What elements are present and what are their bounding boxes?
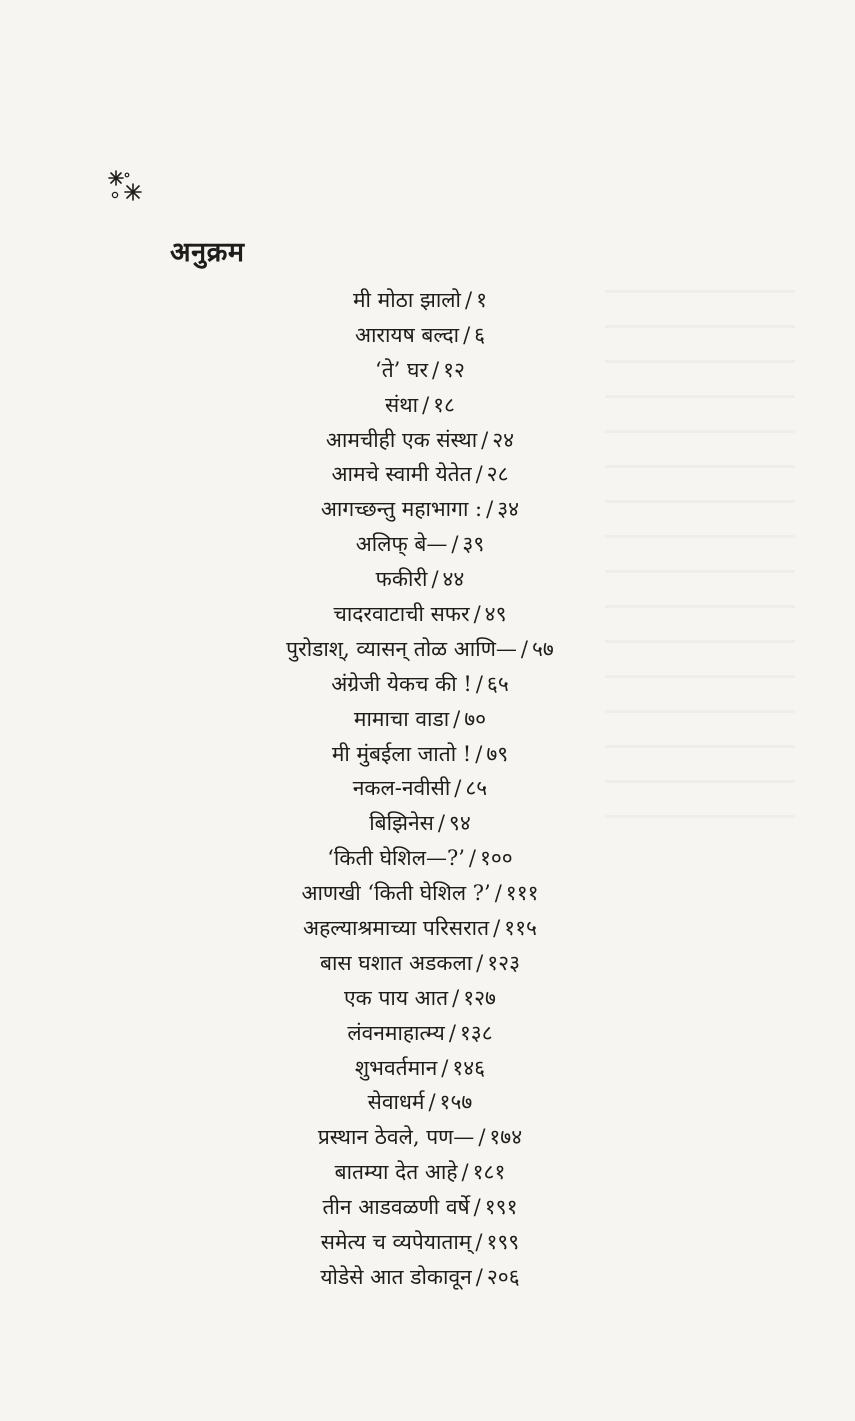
- toc-entry-title: मी मुंबईला जातो !: [331, 741, 472, 766]
- toc-entry-title: आरायष बल्दा: [354, 322, 460, 347]
- toc-entry-page: १८१: [472, 1160, 506, 1185]
- table-of-contents: [160, 283, 680, 1295]
- toc-entry-page: ३९: [462, 532, 485, 557]
- toc-entry: [160, 562, 680, 597]
- toc-separator: /: [448, 1020, 456, 1045]
- toc-entry-page: ८५: [465, 776, 488, 801]
- toc-separator: /: [431, 567, 439, 592]
- toc-entry-page: १७४: [489, 1125, 523, 1150]
- toc-separator: /: [520, 636, 528, 661]
- toc-entry-title: फकीरी: [375, 567, 428, 592]
- toc-entry-page: १: [476, 288, 487, 312]
- toc-entry-page: १२३: [487, 950, 520, 975]
- toc-entry-title: अंग्रेजी येकच की !: [331, 671, 472, 696]
- toc-entry-title: आगच्छन्तु महाभागा :: [320, 497, 483, 522]
- toc-entry-page: ६५: [486, 671, 509, 696]
- toc-entry-title: बिझिनेस: [369, 811, 434, 836]
- toc-entry: [160, 1190, 680, 1225]
- toc-separator: /: [454, 776, 462, 801]
- toc-entry-title: अलिफ् बे—: [355, 532, 448, 557]
- toc-separator: /: [473, 1195, 481, 1220]
- toc-separator: /: [478, 1125, 486, 1150]
- toc-separator: /: [432, 357, 440, 382]
- toc-entry-title: शुभवर्तमान: [354, 1055, 438, 1080]
- toc-entry: [160, 771, 680, 806]
- toc-separator: /: [452, 985, 460, 1010]
- toc-entry: [160, 527, 680, 562]
- toc-separator: /: [475, 1230, 483, 1255]
- toc-entry-page: १२: [443, 357, 465, 382]
- toc-entry-page: ४९: [484, 602, 507, 627]
- toc-entry: [160, 841, 680, 876]
- toc-entry-title: एक पाय आत: [344, 985, 449, 1010]
- toc-separator: /: [463, 322, 471, 347]
- toc-entry: [160, 388, 680, 423]
- toc-entry-page: १११: [505, 881, 539, 906]
- toc-separator: /: [441, 1055, 449, 1080]
- toc-separator: /: [475, 462, 483, 487]
- toc-entry-title: ‘किती घेशिल—?’: [327, 846, 465, 871]
- toc-entry: [160, 1260, 680, 1295]
- toc-entry-page: ६: [474, 322, 486, 347]
- toc-entry: [160, 1120, 680, 1155]
- toc-entry-title: मी मोठा झालो: [353, 288, 461, 312]
- toc-separator: /: [473, 602, 481, 627]
- toc-separator: /: [468, 846, 476, 871]
- toc-entry-page: २८: [486, 462, 509, 487]
- toc-entry-title: संथा: [385, 392, 419, 417]
- toc-entry-title: चादरवाटाची सफर: [333, 602, 470, 627]
- toc-separator: /: [486, 497, 494, 522]
- toc-entry: [160, 737, 680, 772]
- toc-entry-page: ९४: [448, 811, 471, 836]
- toc-entry-page: ४४: [442, 567, 465, 592]
- toc-entry-title: अहल्याश्रमाच्या परिसरात: [303, 916, 490, 941]
- toc-entry: [160, 283, 680, 318]
- toc-separator: /: [481, 427, 489, 452]
- toc-entry: [160, 946, 680, 981]
- toc-entry: [160, 1085, 680, 1120]
- toc-separator: /: [493, 916, 501, 941]
- toc-entry-title: आमचीही एक संस्था: [325, 427, 478, 452]
- toc-heading: अनुक्रम: [170, 237, 245, 268]
- toc-entry: [160, 981, 680, 1016]
- toc-entry-title: प्रस्थान ठेवले, पण—: [317, 1125, 475, 1150]
- toc-separator: /: [453, 706, 461, 731]
- toc-entry-title: बास घशात अडकला: [319, 950, 473, 975]
- toc-entry: [160, 353, 680, 388]
- toc-entry-page: २०६: [486, 1264, 520, 1289]
- toc-entry-page: ३४: [497, 497, 520, 522]
- toc-separator: /: [475, 671, 483, 696]
- toc-entry-title: आमचे स्वामी येतेत: [331, 462, 472, 487]
- toc-separator: /: [464, 288, 473, 312]
- toc-separator: /: [428, 1090, 436, 1115]
- toc-entry: [160, 876, 680, 911]
- toc-entry-page: १९१: [484, 1195, 518, 1220]
- toc-entry-title: तीन आडवळणी वर्षे: [322, 1195, 470, 1220]
- toc-entry: [160, 667, 680, 702]
- toc-separator: /: [476, 950, 484, 975]
- toc-separator: /: [461, 1160, 469, 1185]
- toc-entry-page: १८: [433, 392, 455, 417]
- toc-entry-page: ५७: [531, 636, 554, 661]
- toc-entry-page: १९९: [486, 1230, 520, 1255]
- toc-entry-title: आणखी ‘किती घेशिल ?’: [301, 881, 491, 906]
- toc-entry: [160, 457, 680, 492]
- toc-entry-page: १००: [479, 846, 513, 871]
- toc-entry: [160, 1155, 680, 1190]
- toc-entry-page: १५७: [439, 1090, 473, 1115]
- toc-entry: [160, 597, 680, 632]
- toc-entry: [160, 423, 680, 458]
- toc-separator: /: [494, 881, 502, 906]
- toc-entry-page: ७९: [486, 741, 509, 766]
- toc-entry: [160, 632, 680, 667]
- toc-entry-title: योडेसे आत डोकावून: [320, 1264, 472, 1289]
- toc-entry-page: १२७: [463, 985, 496, 1010]
- toc-entry: [160, 806, 680, 841]
- toc-entry: [160, 318, 680, 353]
- toc-entry-page: २४: [492, 427, 515, 452]
- toc-entry-page: ११५: [504, 916, 537, 941]
- toc-entry: [160, 1016, 680, 1051]
- toc-entry-page: १३८: [459, 1020, 493, 1045]
- asterism-icon: [106, 168, 146, 204]
- toc-entry: [160, 492, 680, 527]
- toc-entry-page: १४६: [452, 1055, 486, 1080]
- toc-separator: /: [422, 392, 430, 417]
- toc-entry-title: मामाचा वाडा: [353, 706, 450, 731]
- toc-entry: [160, 702, 680, 737]
- toc-separator: /: [475, 741, 483, 766]
- toc-entry-title: लंवनमाहात्म्य: [347, 1020, 445, 1045]
- toc-entry: [160, 1225, 680, 1260]
- toc-entry-title: नकल-नवीसी: [352, 776, 451, 801]
- toc-entry: [160, 1051, 680, 1086]
- toc-entry-title: सेवाधर्म: [367, 1090, 425, 1115]
- toc-separator: /: [475, 1264, 483, 1289]
- toc-separator: /: [451, 532, 459, 557]
- toc-entry-title: बातम्या देत आहे: [334, 1160, 458, 1185]
- toc-separator: /: [437, 811, 445, 836]
- toc-entry-title: समेत्य च व्यपेयाताम्: [320, 1230, 472, 1255]
- toc-entry-page: ७०: [464, 706, 487, 731]
- toc-entry: [160, 911, 680, 946]
- toc-entry-title: पुरोडाश्, व्यासन् तोळ आणि—: [286, 636, 517, 661]
- toc-entry-title: ‘ते’ घर: [375, 357, 429, 382]
